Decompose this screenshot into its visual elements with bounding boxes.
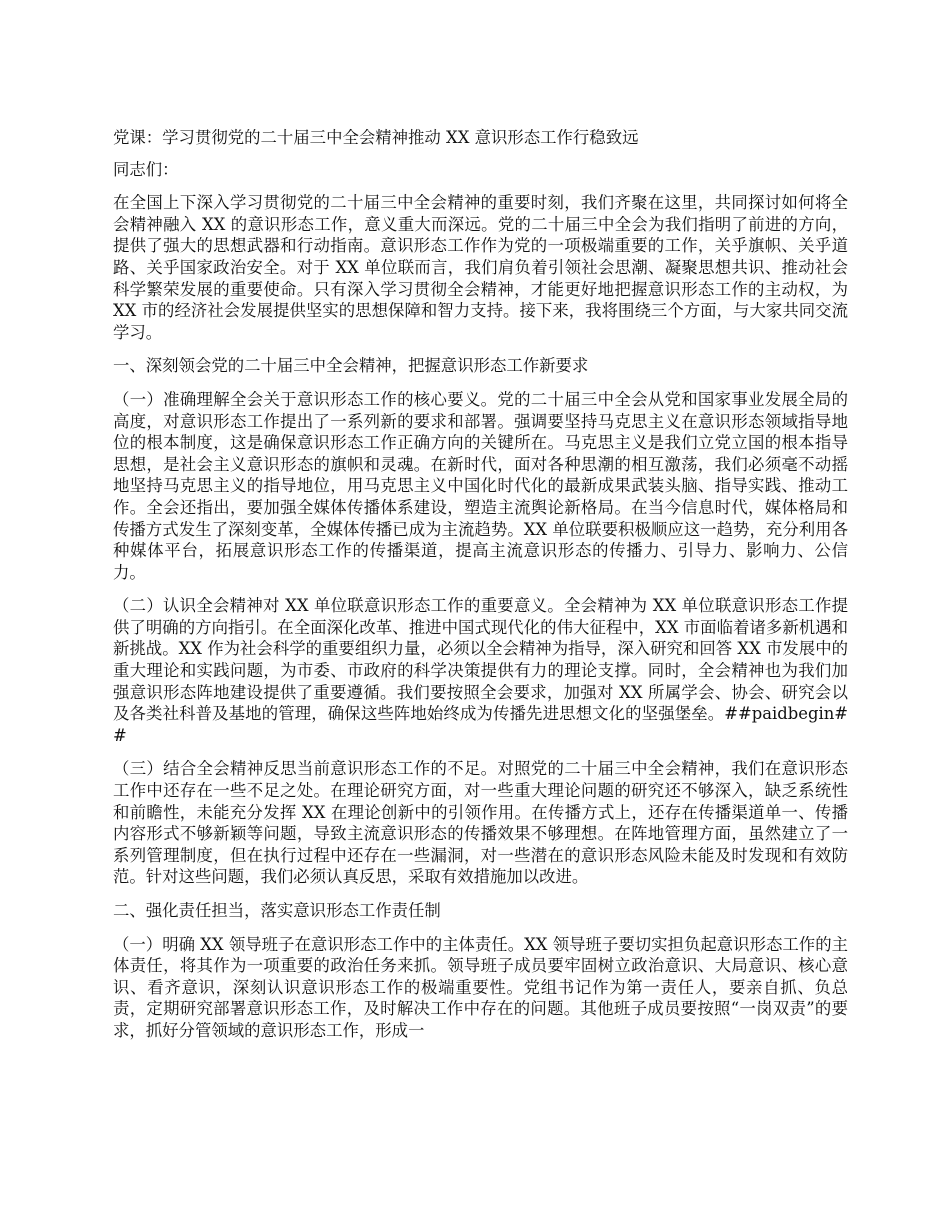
document-body xyxy=(113,127,848,1054)
section-heading-1: 一、深刻领会党的二十届三中全会精神，把握意识形态工作新要求 xyxy=(113,356,589,376)
salutation: 同志们： xyxy=(113,159,179,179)
document-title: 党课：学习贯彻党的二十届三中全会精神推动 XX 意识形态工作行稳致远 xyxy=(113,128,639,147)
body-paragraph: （一）明确 XX 领导班子在意识形态工作中的主体责任。XX 领导班子要切实担负起意识形态工作的主体责任，将其作为一项重要的政治任务来抓。领导班子成员要牢固树立政治意识、大局意识、核心意识、看齐意识，深刻认识意识形态工作的极端重要性。党组书记作为第一责任人，要亲自抓、负总责，定期研究部署意识形态工作，及时解决工作中存在的问题。其他班子成员要按照“一岗双责”的要求，抓好分管领域的意识形态工作，形成一 xyxy=(113,934,848,1040)
intro-paragraph: 在全国上下深入学习贯彻党的二十届三中全会精神的重要时刻，我们齐聚在这里，共同探讨如何将全会精神融入 XX 的意识形态工作，意义重大而深远。党的二十届三中全会为我们指明了前进的方向，提供了强大的思想武器和行动指南。意识形态工作作为党的一项极端重要的工作，关乎旗帜、关乎道路、关乎国家政治安全。对于 XX 单位联而言，我们肩负着引领社会思潮、凝聚思想共识、推动社会科学繁荣发展的重要使命。只有深入学习贯彻全会精神，才能更好地把握意识形态工作的主动权，为 XX 市的经济社会发展提供坚实的思想保障和智力支持。接下来，我将围绕三个方面，与大家共同交流学习。 xyxy=(113,193,848,342)
section-heading-2: 二、强化责任担当，落实意识形态工作责任制 xyxy=(113,901,441,920)
body-paragraph: （三）结合全会精神反思当前意识形态工作的不足。对照党的二十届三中全会精神，我们在意识形态工作中还存在一些不足之处。在理论研究方面，对一些重大理论问题的研究还不够深入，缺乏系统性和前瞻性，未能充分发挥 XX 在理论创新中的引领作用。在传播方式上，还存在传播渠道单一、传播内容形式不够新颖等问题，导致主流意识形态的传播效果不够理想。在阵地管理方面，虽然建立了一系列管理制度，但在执行过程中还存在一些漏洞，对一些潜在的意识形态风险未能及时发现和有效防范。针对这些问题，我们必须认真反思，采取有效措施加以改进。 xyxy=(113,759,848,887)
body-paragraph: （二）认识全会精神对 XX 单位联意识形态工作的重要意义。全会精神为 XX 单位联意识形态工作提供了明确的方向指引。在全面深化改革、推进中国式现代化的伟大征程中，XX 市面临着诸多新机遇和新挑战。XX 作为社会科学的重要组织力量，必须以全会精神为指导，深入研究和回答 XX 市发展中的重大理论和实践问题，为市委、市政府的科学决策提供有力的理论支撑。同时，全会精神也为我们加强意识形态阵地建设提供了重要遵循。我们要按照全会要求，加强对 XX 所属学会、协会、研究会以及各类社科普及基地的管理，确保这些阵地始终成为传播先进思想文化的坚强堡垒。##paidbegin## xyxy=(113,596,848,745)
body-paragraph: （一）准确理解全会关于意识形态工作的核心要义。党的二十届三中全会从党和国家事业发展全局的高度，对意识形态工作提出了一系列新的要求和部署。强调要坚持马克思主义在意识形态领域指导地位的根本制度，这是确保意识形态工作正确方向的关键所在。马克思主义是我们立党立国的根本指导思想，是社会主义意识形态的旗帜和灵魂。在新时代，面对各种思潮的相互激荡，我们必须毫不动摇地坚持马克思主义的指导地位，用马克思主义中国化时代化的最新成果武装头脑、指导实践、推动工作。全会还指出，要加强全媒体传播体系建设，塑造主流舆论新格局。在当今信息时代，媒体格局和传播方式发生了深刻变革，全媒体传播已成为主流趋势。XX 单位联要积极顺应这一趋势，充分利用各种媒体平台，拓展意识形态工作的传播渠道，提高主流意识形态的传播力、引导力、影响力、公信力。 xyxy=(113,389,848,582)
